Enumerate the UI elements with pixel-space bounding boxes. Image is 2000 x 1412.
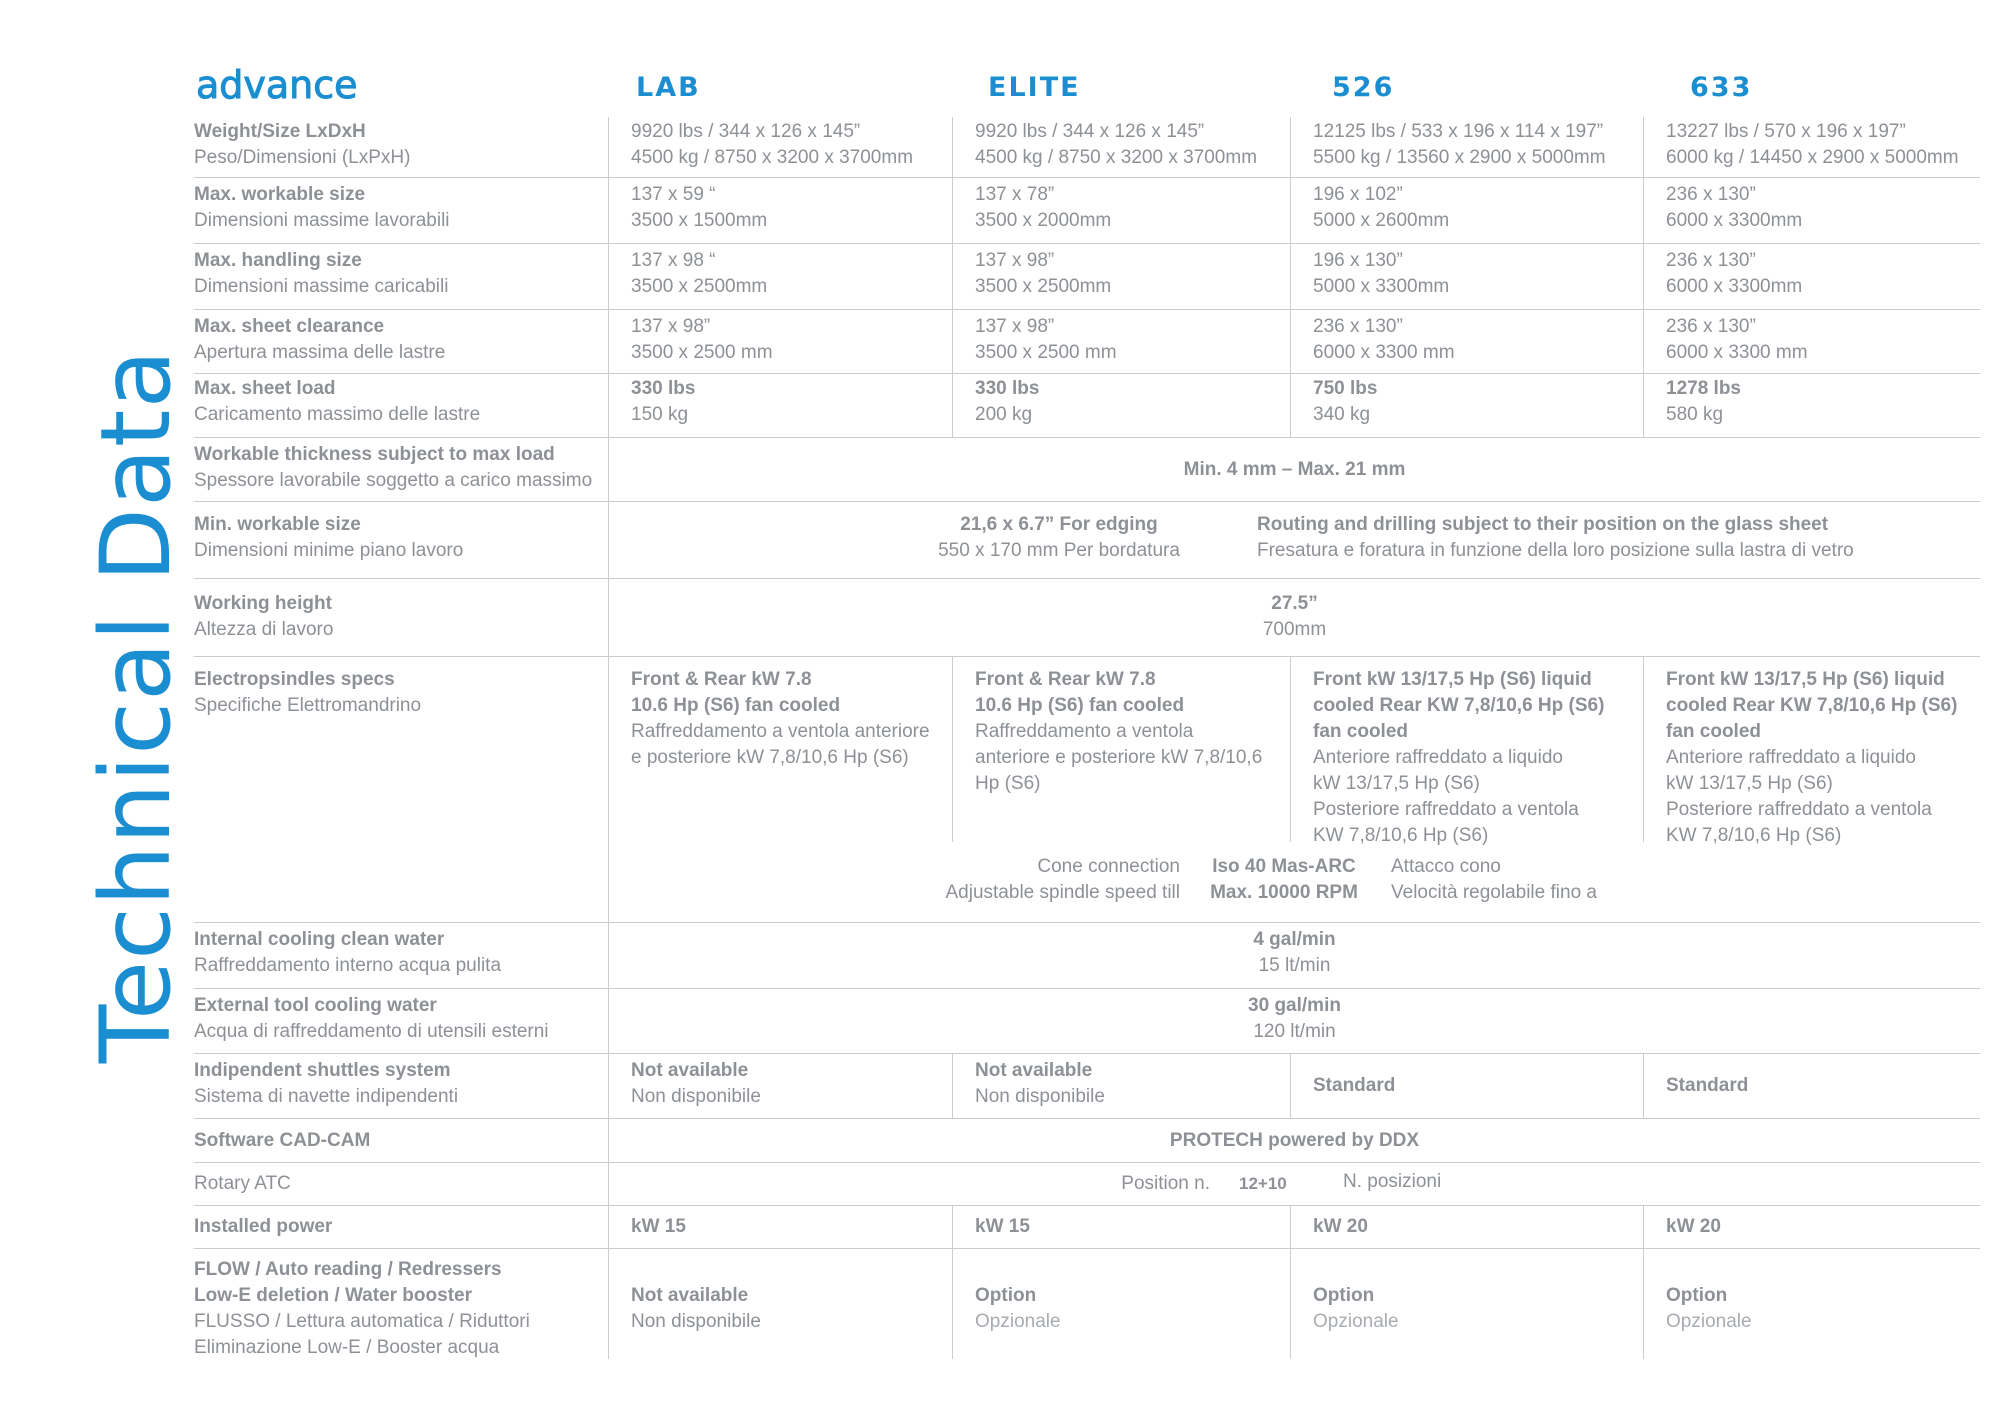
cell-text: 137 x 59 “ (631, 184, 716, 205)
cell-text: 6000 x 3300mm (1666, 276, 1803, 297)
cell-text: Specifiche Elettromandrino (194, 695, 422, 716)
cell-text: 137 x 78” (975, 184, 1055, 205)
model-header-633: 633 (1690, 72, 1753, 103)
cell-text: Software CAD-CAM (194, 1129, 371, 1151)
cell-text: Adjustable spindle speed till (945, 882, 1180, 903)
edging-size (909, 512, 1209, 564)
cell-text: Velocità regolabile fino a (1391, 882, 1597, 903)
cell-633 (1643, 1054, 1980, 1118)
cell-text: 196 x 102” (1313, 184, 1403, 205)
cell-text: 10.6 Hp (S6) fan cooled (631, 695, 841, 716)
atc-position-label: Position n. (1121, 1173, 1210, 1194)
row-weight (194, 117, 1980, 178)
cell-text: 5500 kg / 13560 x 2900 x 5000mm (1313, 147, 1606, 168)
cell-text: 9920 lbs / 344 x 126 x 145” (975, 121, 1205, 142)
cell-text: Working height (194, 593, 332, 614)
cell-text: 236 x 130” (1313, 316, 1403, 337)
cell-all-models (608, 502, 1980, 578)
cell-all-models (608, 1163, 1980, 1205)
model-header-elite: ELITE (988, 72, 1081, 103)
cell-text: 3500 x 1500mm (631, 210, 768, 231)
cell-text: Anteriore raffreddato a liquido (1313, 747, 1563, 768)
cell-text: 150 kg (631, 404, 689, 425)
cell-text: Hp (S6) (975, 773, 1041, 794)
cell-text: Iso 40 Mas-ARC (1212, 856, 1356, 877)
cell-text: Rotary ATC (194, 1173, 291, 1194)
cell-lab (608, 657, 952, 842)
cell-text: Standard (1666, 1075, 1749, 1096)
cell-text: 4500 kg / 8750 x 3200 x 3700mm (631, 147, 914, 168)
cell-text: Non disponibile (631, 1311, 761, 1332)
cell-text: 30 gal/min (1248, 995, 1341, 1016)
cell-all-models (608, 579, 1980, 656)
cell-text: KW 7,8/10,6 Hp (S6) (1313, 825, 1489, 846)
spindle-spec-labels (946, 854, 1181, 906)
cell-text: Eliminazione Low-E / Booster acqua (194, 1337, 500, 1358)
row-label (194, 1119, 608, 1162)
cell-text: 200 kg (975, 404, 1033, 425)
cell-text: Max. sheet load (194, 378, 336, 399)
row-label (194, 310, 608, 373)
cell-text: 4500 kg / 8750 x 3200 x 3700mm (975, 147, 1258, 168)
cell-633 (1643, 657, 1980, 846)
cell-text: Min. workable size (194, 514, 361, 535)
cell-text: Installed power (194, 1216, 333, 1237)
cell-526 (1290, 1206, 1643, 1248)
atc-position-value: 12+10 (1239, 1174, 1287, 1193)
side-title: Technical Data (80, 348, 192, 1064)
cell-text: Not available (975, 1060, 1093, 1081)
cell-633 (1643, 310, 1980, 373)
cell-text: 137 x 98 “ (631, 250, 716, 271)
cell-text: Front & Rear kW 7.8 (975, 669, 1156, 690)
cell-text: Acqua di raffreddamento di utensili esterni (194, 1021, 549, 1042)
cell-lab (608, 1054, 952, 1118)
cell-text: Posteriore raffreddato a ventola (1666, 799, 1932, 820)
row-label (194, 989, 608, 1053)
cell-text: Caricamento massimo delle lastre (194, 404, 481, 425)
cell-text: Opzionale (1666, 1311, 1752, 1332)
cell-text: 4 gal/min (1253, 929, 1336, 950)
row-label (194, 657, 608, 922)
cell-text: Electropsindles specs (194, 669, 395, 690)
row-internal-cooling (194, 923, 1980, 989)
cell-text: 236 x 130” (1666, 250, 1756, 271)
cell-text: Front kW 13/17,5 Hp (S6) liquid (1313, 669, 1592, 690)
row-label (194, 374, 608, 437)
row-label (194, 1054, 608, 1118)
cell-elite (952, 657, 1290, 842)
cell-526 (1290, 374, 1643, 437)
cell-text: Max. handling size (194, 250, 362, 271)
row-electrospindles (194, 657, 1980, 923)
cell-text: External tool cooling water (194, 995, 437, 1016)
cell-text: Front kW 13/17,5 Hp (S6) liquid (1666, 669, 1945, 690)
row-software (194, 1119, 1980, 1163)
cell-text: kW 20 (1666, 1216, 1721, 1237)
cell-633 (1643, 244, 1980, 309)
cell-526 (1290, 657, 1643, 846)
cell-text: anteriore e posteriore kW 7,8/10,6 (975, 747, 1263, 768)
cell-text: Apertura massima delle lastre (194, 342, 446, 363)
cell-633 (1643, 374, 1980, 437)
cell-text: fan cooled (1313, 721, 1409, 742)
cell-text: Routing and drilling subject to their position on the glass sheet (1257, 514, 1829, 535)
cell-text: cooled Rear KW 7,8/10,6 Hp (S6) (1666, 695, 1958, 716)
cell-text: 137 x 98” (975, 316, 1055, 337)
cell-text: Opzionale (975, 1311, 1061, 1332)
cell-text: Raffreddamento a ventola anteriore (631, 721, 930, 742)
cell-text: cooled Rear KW 7,8/10,6 Hp (S6) (1313, 695, 1605, 716)
cell-526 (1290, 1054, 1643, 1118)
row-workable-size (194, 178, 1980, 244)
cell-text: Not available (631, 1060, 749, 1081)
cell-text: Standard (1313, 1075, 1396, 1096)
row-working-height (194, 579, 1980, 657)
cell-text: kW 15 (975, 1216, 1030, 1237)
cell-text: 330 lbs (975, 378, 1040, 399)
model-header-526: 526 (1332, 72, 1395, 103)
cell-text: FLUSSO / Lettura automatica / Riduttori (194, 1311, 530, 1332)
cell-text: Sistema di navette indipendenti (194, 1086, 459, 1107)
row-label (194, 438, 608, 501)
cell-text: 340 kg (1313, 404, 1371, 425)
row-label (194, 178, 608, 243)
cell-text: 750 lbs (1313, 378, 1378, 399)
cell-elite (952, 1054, 1290, 1118)
spindle-spec-values (1199, 854, 1369, 906)
row-external-cooling (194, 989, 1980, 1054)
spindle-common-specs (608, 842, 1980, 922)
routing-note (1257, 512, 1977, 564)
cell-text: KW 7,8/10,6 Hp (S6) (1666, 825, 1842, 846)
cell-elite (952, 1206, 1290, 1248)
cell-text: 12125 lbs / 533 x 196 x 114 x 197” (1313, 121, 1604, 142)
cell-text: Opzionale (1313, 1311, 1399, 1332)
cell-text: 700mm (1262, 619, 1327, 640)
cell-text: Peso/Dimensioni (LxPxH) (194, 147, 411, 168)
cell-elite (952, 244, 1290, 309)
cell-text: 580 kg (1666, 404, 1724, 425)
cell-text: Max. workable size (194, 184, 366, 205)
cell-text: Min. 4 mm – Max. 21 mm (1183, 458, 1406, 480)
cell-633 (1643, 1249, 1980, 1359)
row-sheet-load (194, 374, 1980, 438)
cell-text: Max. sheet clearance (194, 316, 385, 337)
brand-logo: advance (196, 63, 358, 107)
cell-526 (1290, 244, 1643, 309)
cell-text: Max. 10000 RPM (1210, 882, 1358, 903)
cell-lab (608, 1206, 952, 1248)
cell-text: Option (1313, 1285, 1375, 1306)
cell-text: Internal cooling clean water (194, 929, 445, 950)
cell-lab (608, 178, 952, 243)
cell-text: FLOW / Auto reading / Redressers (194, 1259, 502, 1280)
cell-text: Raffreddamento interno acqua pulita (194, 955, 502, 976)
row-label (194, 1163, 608, 1205)
cell-text: 236 x 130” (1666, 316, 1756, 337)
row-sheet-clearance (194, 310, 1980, 374)
cell-text: Low-E deletion / Water booster (194, 1285, 472, 1306)
cell-526 (1290, 310, 1643, 373)
cell-526 (1290, 178, 1643, 243)
row-label (194, 1206, 608, 1248)
row-shuttles-system (194, 1054, 1980, 1119)
cell-text: kW 13/17,5 Hp (S6) (1666, 773, 1833, 794)
row-installed-power (194, 1206, 1980, 1249)
cell-633 (1643, 117, 1980, 177)
cell-text: 5000 x 3300mm (1313, 276, 1450, 297)
cell-all-models (608, 1119, 1980, 1162)
cell-text: 1278 lbs (1666, 378, 1741, 399)
cell-text: Cone connection (1037, 856, 1180, 877)
cell-text: 6000 x 3300 mm (1313, 342, 1455, 363)
cell-text: 236 x 130” (1666, 184, 1756, 205)
cell-text: 137 x 98” (631, 316, 711, 337)
cell-text: Spessore lavorabile soggetto a carico massimo (194, 470, 593, 491)
cell-text: 15 lt/min (1258, 955, 1331, 976)
row-flow-options (194, 1249, 1980, 1359)
row-min-workable-size (194, 502, 1980, 579)
cell-all-models (608, 438, 1980, 501)
cell-text: 6000 kg / 14450 x 2900 x 5000mm (1666, 147, 1959, 168)
row-label (194, 923, 608, 988)
cell-633 (1643, 178, 1980, 243)
cell-text: Option (1666, 1285, 1728, 1306)
cell-text: Raffreddamento a ventola (975, 721, 1194, 742)
cell-text: 3500 x 2500mm (975, 276, 1112, 297)
cell-lab (608, 1249, 952, 1359)
atc-position-label-it: N. posizioni (1343, 1171, 1442, 1192)
cell-text: Fresatura e foratura in funzione della loro posizione sulla lastra di vetro (1257, 540, 1854, 561)
cell-text: 27.5” (1271, 593, 1318, 614)
cell-elite (952, 310, 1290, 373)
row-label (194, 117, 608, 177)
row-handling-size (194, 244, 1980, 310)
cell-text: Non disponibile (631, 1086, 761, 1107)
cell-text: 3500 x 2500 mm (631, 342, 773, 363)
cell-all-models (608, 923, 1980, 988)
cell-text: 9920 lbs / 344 x 126 x 145” (631, 121, 861, 142)
cell-text: Altezza di lavoro (194, 619, 334, 640)
cell-text: Attacco cono (1391, 856, 1501, 877)
cell-lab (608, 374, 952, 437)
cell-elite (952, 374, 1290, 437)
row-label (194, 1249, 608, 1359)
cell-text: 137 x 98” (975, 250, 1055, 271)
cell-text: e posteriore kW 7,8/10,6 Hp (S6) (631, 747, 909, 768)
cell-text: Workable thickness subject to max load (194, 444, 555, 465)
cell-text: 5000 x 2600mm (1313, 210, 1450, 231)
cell-text: kW 15 (631, 1216, 686, 1237)
cell-text: 3500 x 2500 mm (975, 342, 1117, 363)
cell-text: Anteriore raffreddato a liquido (1666, 747, 1916, 768)
row-label (194, 579, 608, 656)
cell-text: 3500 x 2000mm (975, 210, 1112, 231)
cell-text: Option (975, 1285, 1037, 1306)
cell-text: Front & Rear kW 7.8 (631, 669, 812, 690)
cell-text: Posteriore raffreddato a ventola (1313, 799, 1579, 820)
cell-526 (1290, 1249, 1643, 1359)
row-label (194, 244, 608, 309)
cell-elite (952, 117, 1290, 177)
cell-text: 6000 x 3300mm (1666, 210, 1803, 231)
cell-text: 21,6 x 6.7” For edging (960, 514, 1158, 535)
cell-lab (608, 310, 952, 373)
cell-633 (1643, 1206, 1980, 1248)
cell-all-models (608, 989, 1980, 1053)
row-workable-thickness (194, 438, 1980, 502)
cell-text: 10.6 Hp (S6) fan cooled (975, 695, 1185, 716)
cell-text: fan cooled (1666, 721, 1762, 742)
cell-text: Dimensioni minime piano lavoro (194, 540, 464, 561)
spindle-spec-labels-it (1391, 854, 1597, 906)
row-label (194, 502, 608, 578)
cell-text: 3500 x 2500mm (631, 276, 768, 297)
cell-text: PROTECH powered by DDX (1169, 1129, 1420, 1151)
cell-lab (608, 117, 952, 177)
cell-text: Not available (631, 1285, 749, 1306)
cell-text: 6000 x 3300 mm (1666, 342, 1808, 363)
cell-text: Indipendent shuttles system (194, 1060, 451, 1081)
cell-lab (608, 244, 952, 309)
cell-text: Non disponibile (975, 1086, 1105, 1107)
model-header-lab: LAB (636, 72, 701, 103)
cell-text: 120 lt/min (1253, 1021, 1336, 1042)
cell-text: 550 x 170 mm Per bordatura (938, 540, 1180, 561)
row-rotary-atc (194, 1163, 1980, 1206)
cell-text: 13227 lbs / 570 x 196 x 197” (1666, 121, 1906, 142)
cell-elite (952, 1249, 1290, 1359)
cell-526 (1290, 117, 1643, 177)
cell-text: kW 13/17,5 Hp (S6) (1313, 773, 1480, 794)
cell-text: 196 x 130” (1313, 250, 1403, 271)
cell-elite (952, 178, 1290, 243)
cell-text: Dimensioni massime caricabili (194, 276, 449, 297)
cell-text: Weight/Size LxDxH (194, 121, 366, 142)
cell-text: 330 lbs (631, 378, 696, 399)
cell-text: Dimensioni massime lavorabili (194, 210, 450, 231)
cell-text: kW 20 (1313, 1216, 1368, 1237)
